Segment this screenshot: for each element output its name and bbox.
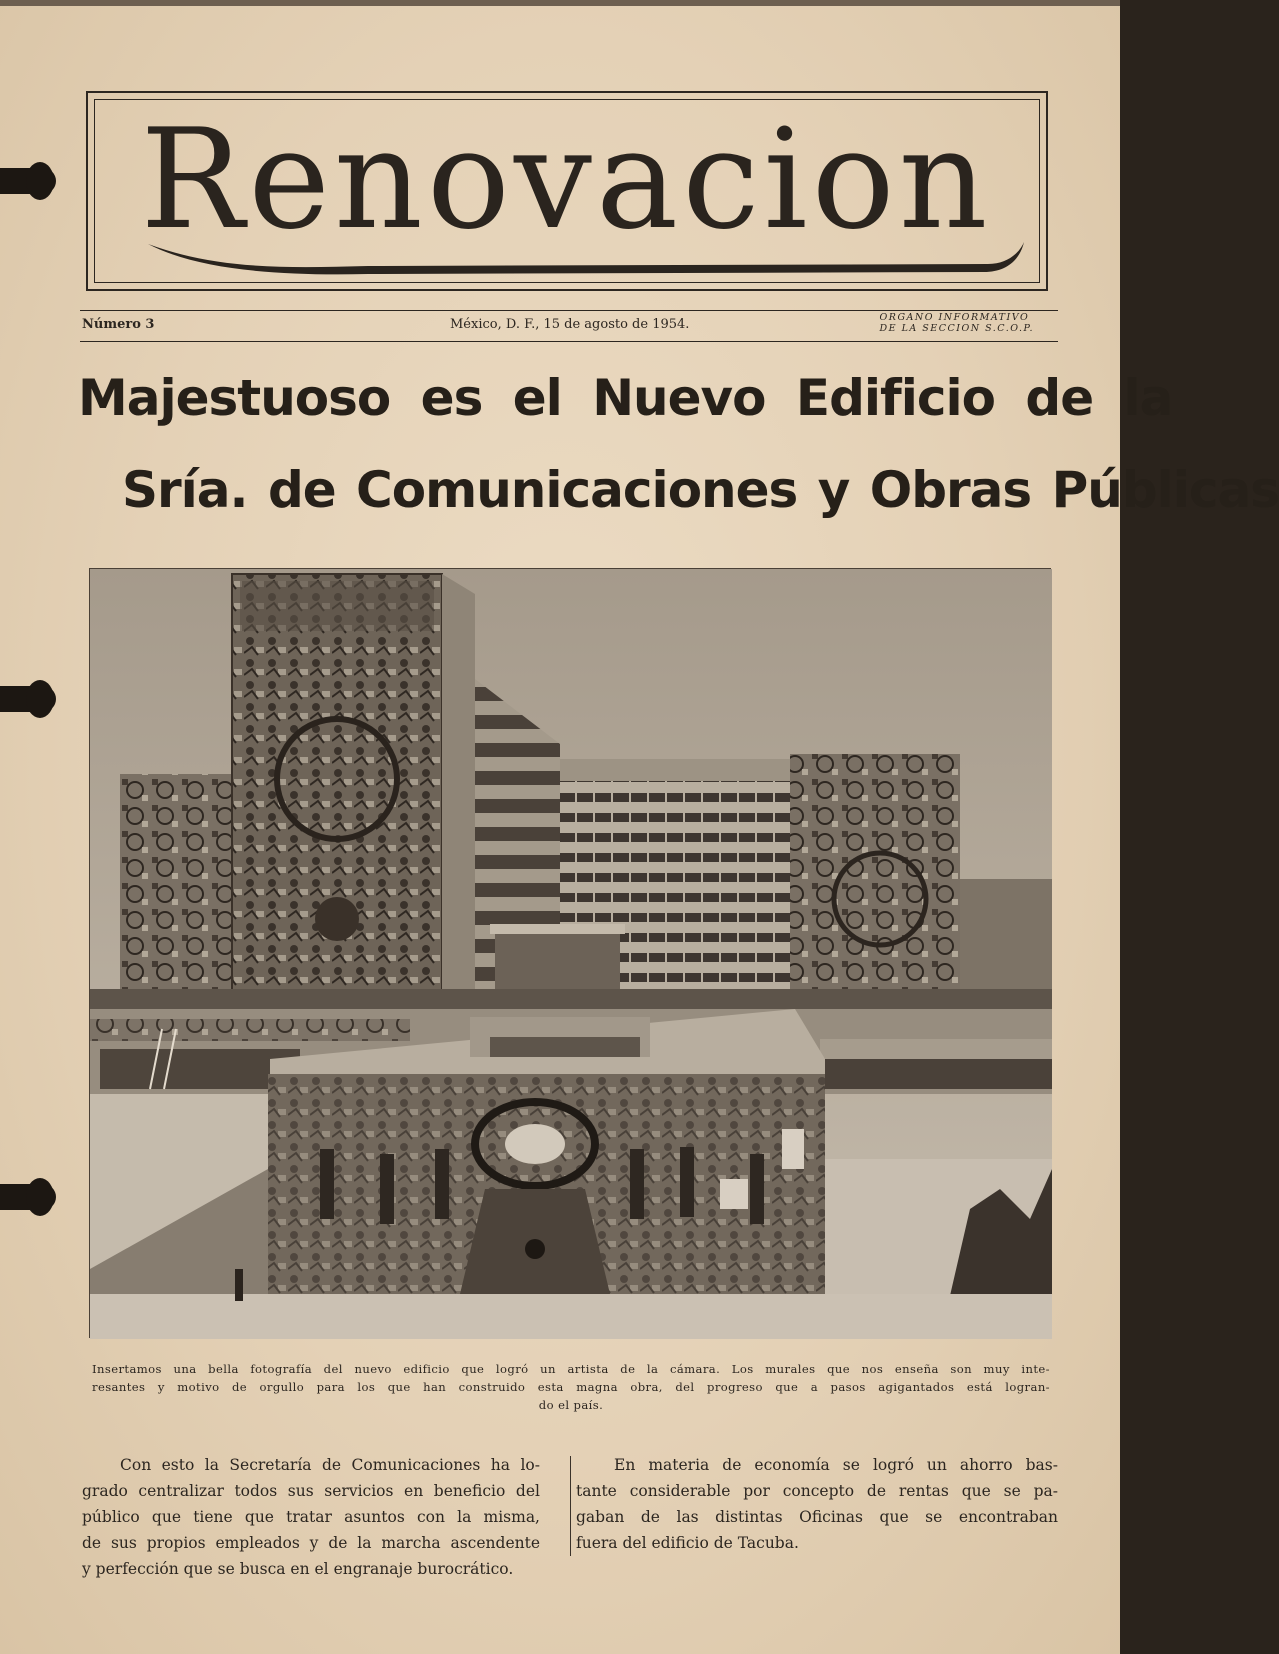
caption-line-3: do el país. bbox=[538, 1398, 604, 1412]
photo-caption bbox=[92, 1360, 1050, 1414]
article-right-line: En materia de economía se logró un ahorro bas- bbox=[614, 1456, 1058, 1474]
binding-hole-bottom bbox=[0, 1184, 56, 1210]
article-left-column bbox=[82, 1452, 540, 1582]
masthead-swash-ornament bbox=[128, 240, 1028, 274]
publisher-organ-line-2: DE LA SECCION S.C.O.P. bbox=[879, 323, 1034, 334]
article-right-line: tante considerable por concepto de rentas que se pa- bbox=[576, 1482, 1058, 1500]
article-right-line: gaban de las distintas Oficinas que se encontraban bbox=[576, 1508, 1058, 1526]
masthead-title: Renovacion bbox=[140, 99, 992, 260]
building-photograph bbox=[89, 568, 1051, 1338]
article-right-line: fuera del edificio de Tacuba. bbox=[576, 1534, 799, 1552]
article-left-line: Con esto la Secretaría de Comunicaciones ha lo- bbox=[120, 1456, 540, 1474]
binding-hole-middle bbox=[0, 686, 56, 712]
caption-line-2: resantes y motivo de orgullo para los que han construido esta magna obra, del progreso que a pasos agigantados está logran- bbox=[92, 1380, 1050, 1394]
issue-info-bar bbox=[80, 310, 1058, 342]
issue-date: México, D. F., 15 de agosto de 1954. bbox=[450, 317, 690, 332]
issue-number: Número 3 bbox=[82, 317, 155, 332]
article-left-line: de sus propios empleados y de la marcha ascendente bbox=[82, 1534, 540, 1552]
masthead bbox=[86, 91, 1048, 291]
column-divider bbox=[570, 1456, 571, 1556]
binding-hole-top bbox=[0, 168, 56, 194]
headline-line-1: Majestuoso es el Nuevo Edificio de la bbox=[78, 369, 1173, 427]
article-right-column bbox=[576, 1452, 1058, 1556]
page-top-edge bbox=[0, 0, 1120, 6]
article-left-line: grado centralizar todos sus servicios en beneficio del bbox=[82, 1482, 540, 1500]
headline-line-2: Sría. de Comunicaciones y Obras Públicas bbox=[122, 461, 1279, 519]
article-left-line: público que tiene que tratar asuntos con la misma, bbox=[82, 1508, 540, 1526]
publisher-organ bbox=[880, 312, 1035, 334]
article-left-line: y perfección que se busca en el engranaje burocrático. bbox=[82, 1560, 514, 1578]
publisher-organ-line-1: ORGANO INFORMATIVO bbox=[879, 312, 1030, 323]
building-photograph-image bbox=[90, 569, 1052, 1339]
caption-line-1: Insertamos una bella fotografía del nuevo edificio que logró un artista de la cámara. Los murales que nos enseña son muy inte- bbox=[92, 1362, 1050, 1376]
